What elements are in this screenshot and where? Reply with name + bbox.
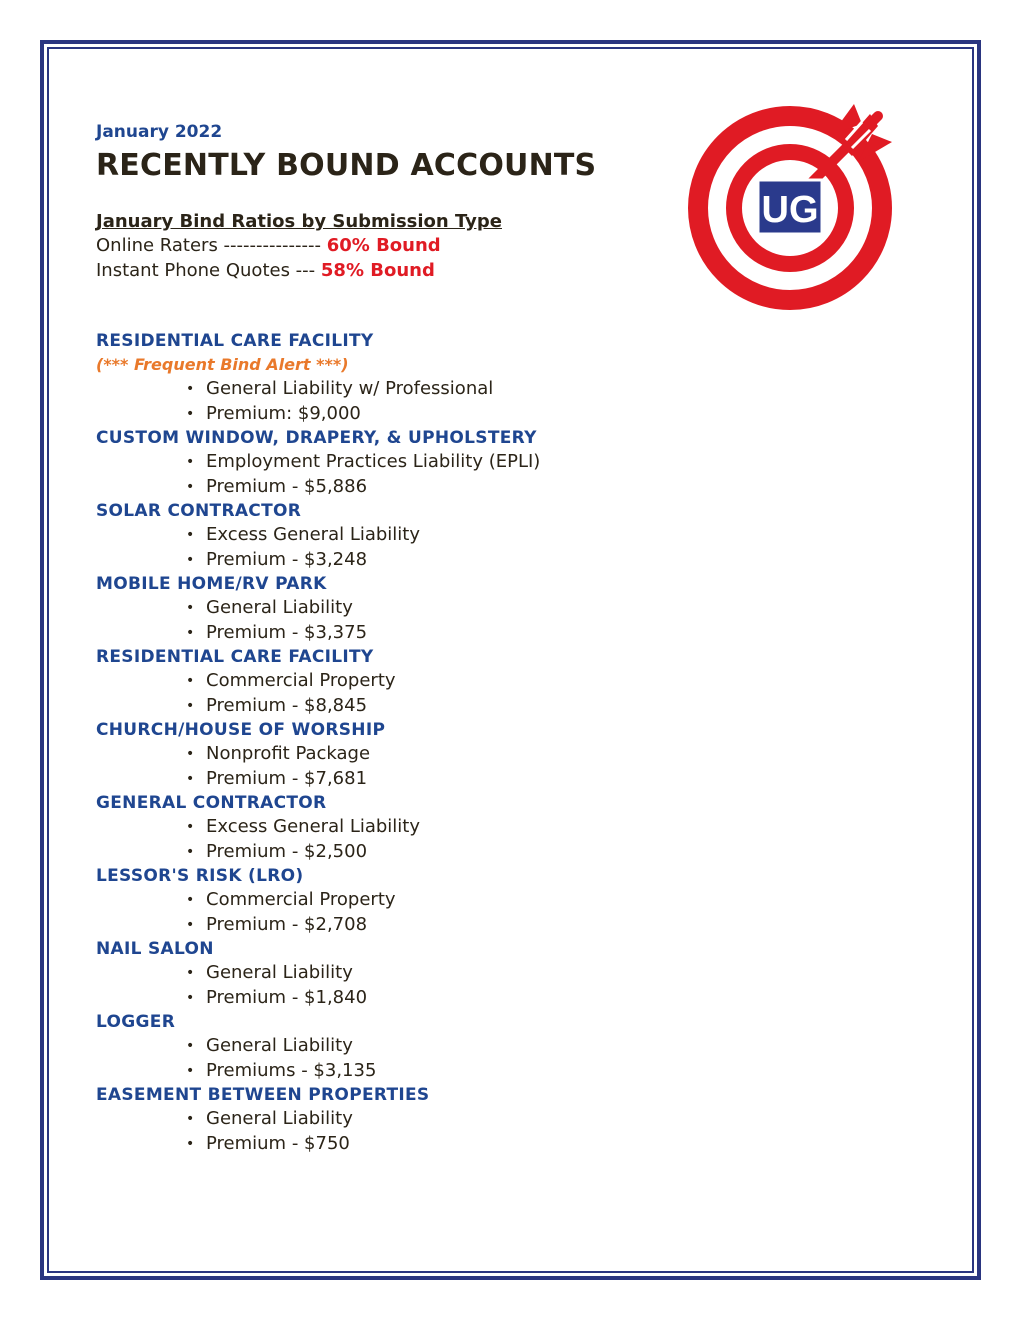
bind-ratio-row-online: [96, 235, 441, 256]
account-name: CUSTOM WINDOW, DRAPERY, & UPHOLSTERY: [96, 428, 537, 448]
account-name: CHURCH/HOUSE OF WORSHIP: [96, 720, 386, 740]
bullet-icon: •: [186, 1135, 195, 1152]
account-entry: [96, 572, 796, 645]
bullet-icon: •: [186, 381, 195, 397]
account-detail-text: General Liability: [206, 597, 353, 618]
ug-target-logo: [682, 84, 914, 316]
account-detail-text: Premium: $9,000: [206, 402, 361, 424]
account-detail-item: [96, 402, 796, 427]
bind-ratio-value: 58% Bound: [320, 260, 435, 281]
account-entry: [96, 1083, 796, 1156]
account-detail-item: [96, 475, 796, 500]
account-detail-item: [96, 596, 796, 621]
bullet-icon: •: [186, 989, 195, 1006]
account-detail-text: Commercial Property: [206, 670, 396, 691]
account-detail-item: [96, 767, 796, 792]
account-entry: [96, 499, 796, 572]
account-detail-text: Employment Practices Liability (EPLI): [206, 451, 541, 472]
bind-ratio-label: Instant Phone Quotes ---: [96, 260, 321, 281]
bullet-icon: •: [186, 527, 195, 543]
account-detail-item: [96, 742, 796, 767]
report-date: January 2022: [96, 122, 223, 142]
account-detail-text: Premium - $2,708: [206, 913, 368, 935]
account-entry: [96, 1010, 796, 1083]
account-detail-text: Premium - $3,375: [206, 621, 368, 643]
account-detail-text: General Liability w/ Professional: [206, 378, 494, 399]
bind-ratio-label: Online Raters ---------------: [96, 235, 327, 256]
bullet-icon: •: [186, 843, 195, 860]
account-detail-item: [96, 961, 796, 986]
account-detail-text: Nonprofit Package: [206, 743, 371, 764]
bullet-icon: •: [186, 1038, 195, 1054]
bind-ratio-value: 60% Bound: [326, 235, 441, 256]
account-name: MOBILE HOME/RV PARK: [96, 574, 327, 594]
bullet-icon: •: [186, 1062, 195, 1079]
account-detail-text: Premium - $2,500: [206, 840, 368, 862]
bind-ratio-row-phone: [96, 260, 435, 281]
account-detail-item: [96, 669, 796, 694]
account-detail-item: [96, 548, 796, 573]
account-name: RESIDENTIAL CARE FACILITY: [96, 647, 374, 667]
account-detail-text: Excess General Liability: [206, 816, 421, 837]
account-detail-item: [96, 888, 796, 913]
account-detail-text: Premium - $8,845: [206, 694, 368, 716]
bullet-icon: •: [186, 892, 195, 908]
bullet-icon: •: [186, 819, 195, 835]
account-detail-text: Premium - $7,681: [206, 767, 368, 789]
frequent-bind-alert: (*** Frequent Bind Alert ***): [96, 355, 349, 374]
bullet-icon: •: [186, 624, 195, 641]
account-detail-item: [96, 621, 796, 646]
account-detail-item: [96, 1059, 796, 1084]
account-name: RESIDENTIAL CARE FACILITY: [96, 331, 374, 351]
account-entry: [96, 718, 796, 791]
account-detail-text: Premium - $3,248: [206, 548, 368, 570]
account-entry: [96, 645, 796, 718]
bullet-icon: •: [186, 600, 195, 616]
account-detail-item: [96, 1034, 796, 1059]
account-detail-text: General Liability: [206, 962, 353, 983]
bullet-icon: •: [186, 916, 195, 933]
account-detail-item: [96, 694, 796, 719]
bound-accounts-list: [96, 329, 796, 1156]
account-detail-text: Premium - $750: [206, 1132, 350, 1154]
account-detail-text: Premiums - $3,135: [206, 1059, 377, 1081]
bullet-icon: •: [186, 454, 195, 470]
account-detail-item: [96, 913, 796, 938]
account-name: EASEMENT BETWEEN PROPERTIES: [96, 1085, 430, 1105]
account-name: LESSOR'S RISK (LRO): [96, 866, 304, 886]
logo-text: UG: [761, 189, 819, 231]
account-name: GENERAL CONTRACTOR: [96, 793, 327, 813]
account-detail-item: [96, 815, 796, 840]
account-detail-item: [96, 450, 796, 475]
bind-ratios-heading: January Bind Ratios by Submission Type: [96, 211, 502, 232]
account-detail-item: [96, 1107, 796, 1132]
account-entry: [96, 426, 796, 499]
account-entry: [96, 937, 796, 1010]
account-detail-item: [96, 1132, 796, 1157]
account-name: SOLAR CONTRACTOR: [96, 501, 302, 521]
bullet-icon: •: [186, 673, 195, 689]
account-detail-item: [96, 986, 796, 1011]
account-entry: [96, 864, 796, 937]
bullet-icon: •: [186, 770, 195, 787]
bullet-icon: •: [186, 965, 195, 981]
account-name: LOGGER: [96, 1012, 176, 1032]
page-title: RECENTLY BOUND ACCOUNTS: [96, 148, 597, 183]
account-detail-text: Commercial Property: [206, 889, 396, 910]
account-detail-text: General Liability: [206, 1108, 353, 1129]
bullet-icon: •: [186, 1111, 195, 1127]
account-detail-text: Premium - $5,886: [206, 475, 368, 497]
account-detail-item: [96, 377, 796, 402]
account-detail-text: Premium - $1,840: [206, 986, 368, 1008]
bullet-icon: •: [186, 697, 195, 714]
account-name: NAIL SALON: [96, 939, 214, 959]
account-entry: [96, 791, 796, 864]
account-detail-text: General Liability: [206, 1035, 353, 1056]
bullet-icon: •: [186, 478, 195, 495]
account-detail-item: [96, 523, 796, 548]
account-detail-item: [96, 840, 796, 865]
bullet-icon: •: [186, 746, 195, 762]
account-detail-text: Excess General Liability: [206, 524, 421, 545]
account-entry: [96, 329, 796, 426]
bullet-icon: •: [186, 405, 195, 422]
bullet-icon: •: [186, 551, 195, 568]
